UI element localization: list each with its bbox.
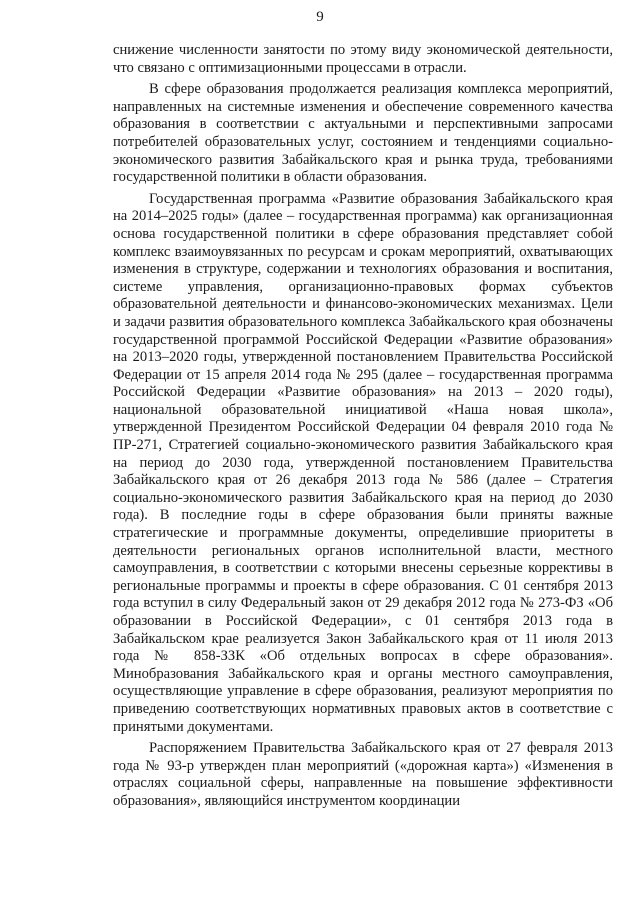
document-body (113, 42, 613, 811)
paragraph-education-sphere: В сфере образования продолжается реализация комплекса мероприятий, направленных на системные изменения и обеспечение современного качества образования в соответствии с актуальными и перспективными запросами потребителей образовательных услуг, состоянием и тенденциями социально-экономического развития Забайкальского края и рынка труда, требованиями государственной политики в области образования. (113, 81, 613, 186)
page-number: 9 (316, 9, 324, 25)
paragraph-continuation: снижение численности занятости по этому виду экономической деятельности, что связано с оптимизационными процессами в отрасли. (113, 42, 613, 76)
paragraph-state-program: Государственная программа «Развитие образования Забайкальского края на 2014–2025 годы» (далее – государственная программа) как организационная основа государственной политики в сфере образования представляет собой комплекс взаимоувязанных по ресурсам и срокам мероприятий, охватывающих изменения в структуре, содержании и технологиях образования и воспитания, системе управления, организационно-правовых формах субъектов образовательной деятельности и финансово-экономических механизмах. Цели и задачи развития образовательного комплекса Забайкальского края обозначены государственной программой Российской Федерации «Развитие образования» на 2013–2020 годы, утвержденной постановлением Правительства Российской Федерации от 15 апреля 2014 года № 295 (далее – государственная программа Российской Федерации «Развитие образования» на 2013 – 2020 годы), национальной образовательной инициативой «Наша новая школа», утвержденной Президентом Российской Федерации 04 февраля 2010 года № ПР-271, Стратегией социально-экономического развития Забайкальского края на период до 2030 года, утвержденной постановлением Правительства Забайкальского края от 26 декабря 2013 года № 586 (далее – Стратегия социально-экономического развития Забайкальского края на период до 2030 года). В последние годы в сфере образования были приняты важные стратегические и программные документы, определившие приоритеты в деятельности региональных органов исполнительной власти, местного самоуправления, в соответствии с которыми внесены серьезные коррективы в региональные программы и проекты в сфере образования. С 01 сентября 2013 года вступил в силу Федеральный закон от 29 декабря 2012 года № 273-ФЗ «Об образовании в Российской Федерации», с 01 сентября 2013 года в Забайкальском крае реализуется Закон Забайкальского края от 11 июля 2013 года № 858-ЗЗК «Об отдельных вопросах в сфере образования». Минобразования Забайкальского края и органы местного самоуправления, осуществляющие управление в сфере образования, реализуют мероприятия по приведению соответствующих нормативных правовых актов в соответствие с принятыми документами. (113, 190, 613, 735)
paragraph-government-order: Распоряжением Правительства Забайкальского края от 27 февраля 2013 года № 93-р утвержден план мероприятий («дорожная карта») «Изменения в отраслях социальной сферы, направленные на повышение эффективности образования», являющийся инструментом координации (113, 740, 613, 809)
